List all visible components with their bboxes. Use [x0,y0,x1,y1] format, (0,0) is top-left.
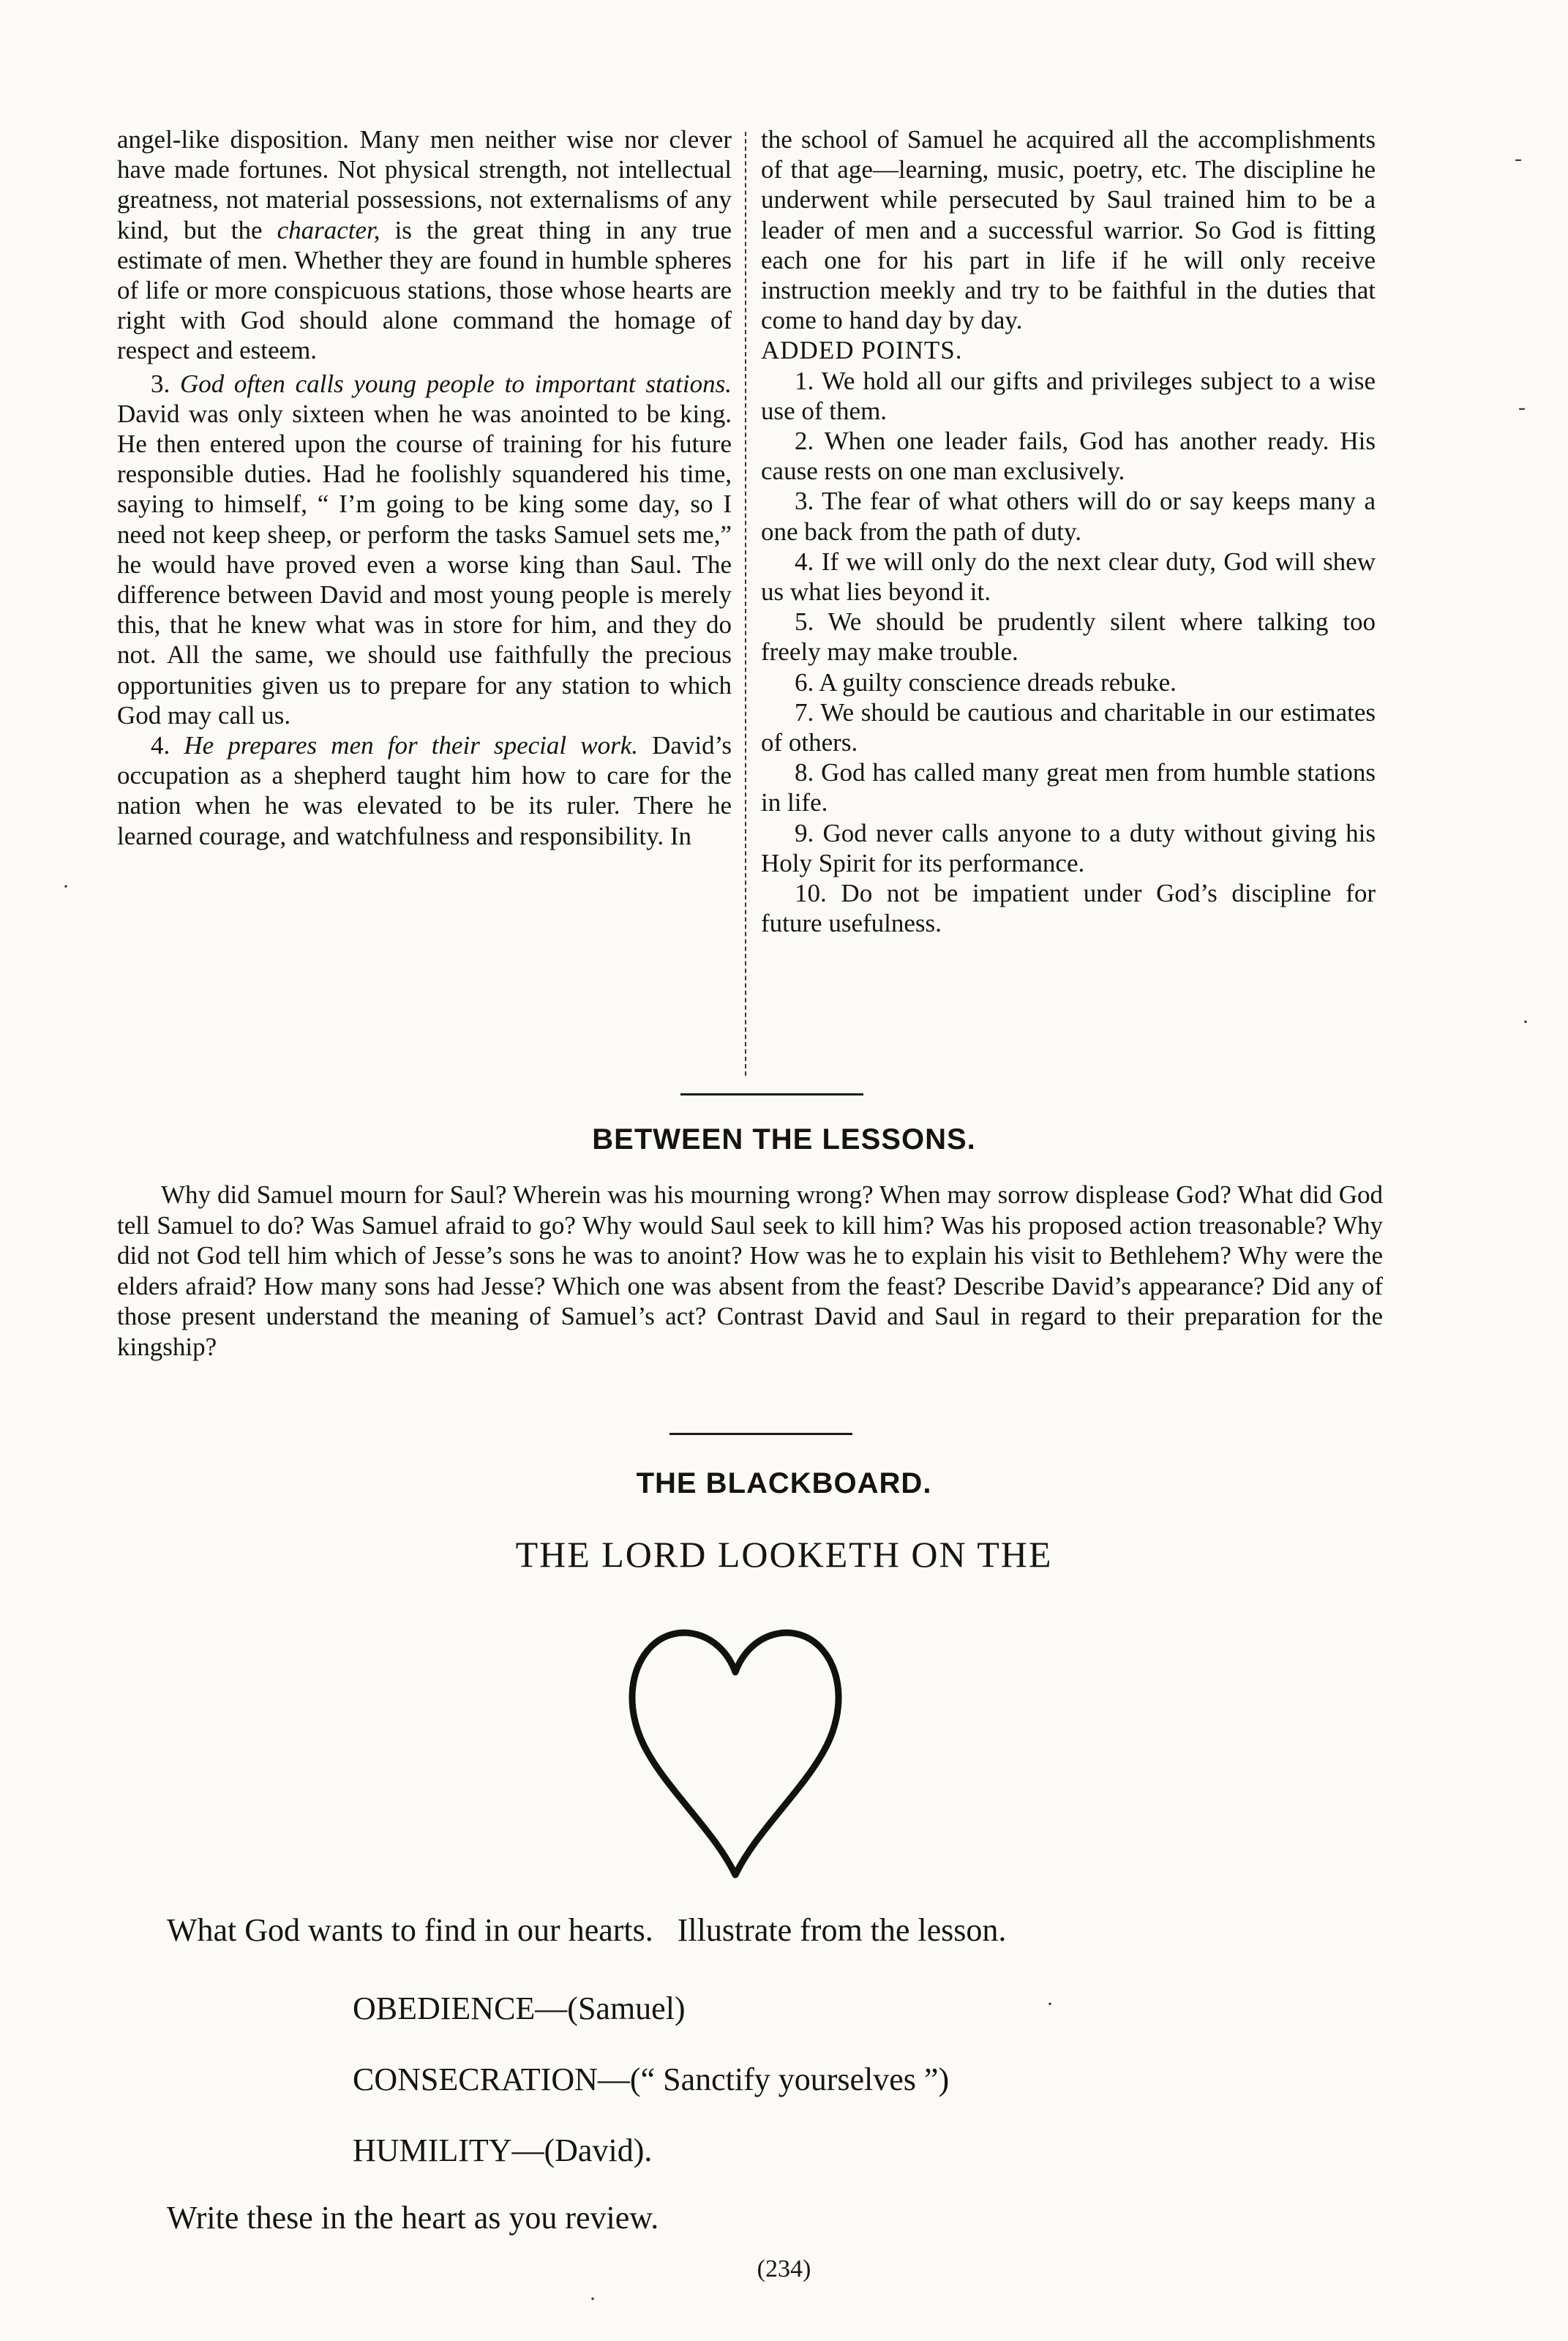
scan-speck: · [62,874,70,899]
left-p3-text: David’s occupation as a shepherd taught him how to care for the nation when he was elevated to be its ruler. There he learned courage, and watchfulness and responsibility. In [117,731,732,850]
left-p2-text: David was only sixteen when he was anointed to be king. He then entered upon the course of training for his future responsible duties. Had he foolishly squandered his time, saying to himself, “ I’m going to be king some day, so I need not keep sheep, or perform the tasks Samuel sets me,” he would have proved even a worse king than Saul. The difference between David and most young people is merely this, that he knew what was in store for him, and they do not. All the same, we should use faithfully the precious opportunities given us to prepare for any station to which God may call us. [117,399,732,730]
between-lessons-section [117,1180,1383,1362]
added-point-6: 6. A guilty conscience dreads rebuke. [795,667,1177,697]
left-paragraph-2 [117,369,732,730]
quality-consecration: CONSECRATION—(“ Sanctify yourselves ”) [353,2061,950,2097]
scan-speck: · [1046,1992,1054,2016]
point-number: 3. [151,369,180,398]
added-point-4: 4. If we will only do the next clear duty, God will shew us what lies beyond it. [761,547,1376,607]
heart-outline-icon [626,1617,845,1881]
added-point-10: 10. Do not be impatient under God’s discipline for future usefulness. [761,879,1376,938]
added-point-7: 7. We should be cautious and charitable in our estimates of others. [761,697,1376,757]
scan-speck: - [1515,146,1522,171]
added-points-heading: ADDED POINTS. [761,336,963,365]
section-divider [680,1093,863,1095]
left-p1-rest: is the great thing in any true estimate of men. Whether they are found in humble spheres of life or more conspicuous stations, those whose hearts are right with God should alone command the homage of respect and esteem. [117,215,732,365]
left-column [117,124,732,851]
added-point-2: 2. When one leader fails, God has another ready. His cause rests on one man exclusively. [761,427,1376,486]
added-point-8: 8. God has called many great men from humble stations in life. [761,758,1376,817]
added-point-9: 9. God never calls anyone to a duty without giving his Holy Spirit for its performance. [761,818,1376,877]
scan-speck: - [1518,395,1526,419]
point-number: 4. [151,731,184,760]
left-paragraph-3 [117,730,732,851]
added-point-1: 1. We hold all our gifts and privileges subject to a wise use of them. [761,366,1376,425]
right-column [761,124,1376,938]
left-p1-emphasis: character, [277,215,380,244]
blackboard-caption: What God wants to find in our hearts. Illustrate from the lesson. [167,1912,1007,1948]
blackboard-heading: THE BLACKBOARD. [636,1467,932,1499]
left-paragraph-1 [117,124,732,366]
added-point-3: 3. The fear of what others will do or say keeps many a one back from the path of duty. [761,487,1376,546]
two-column-section [117,124,1383,1083]
column-rule [745,132,746,1076]
left-p2-emphasis: God often calls young people to important stations. [179,369,732,398]
scan-speck: · [589,2287,596,2311]
quality-humility: HUMILITY—(David). [353,2132,653,2168]
between-lessons-heading: BETWEEN THE LESSONS. [592,1123,976,1155]
review-instruction: Write these in the heart as you review. [167,2200,659,2236]
scan-speck: · [1522,1010,1529,1034]
added-point-5: 5. We should be prudently silent where talking too freely may make trouble. [761,607,1376,667]
left-p1-text: angel-like disposition. Many men neither wise nor clever have made fortunes. Not physical strength, not intellectual greatness, not material possessions, not externalisms of any kind, but the [117,125,732,244]
section-divider [669,1433,852,1435]
blackboard-title: THE LORD LOOKETH ON THE [515,1534,1053,1575]
between-lessons-questions: Why did Samuel mourn for Saul? Wherein was his mourning wrong? When may sorrow displease God? What did God tell Samuel to do? Was Samuel afraid to go? Why would Saul seek to kill him? Was his proposed action treasonable? Why did not God tell him which of Jesse’s sons he was to anoint? How was he to explain his visit to Bethlehem? Why were the elders afraid? How many sons had Jesse? Which one was absent from the feast? Describe David’s appearance? Did any of those present understand the meaning of Samuel’s act? Contrast David and Saul in regard to their preparation for the kingship? [117,1180,1383,1361]
right-paragraph-1: the school of Samuel he acquired all the accomplishments of that age—learning, music, poetry, etc. The discipline he underwent while persecuted by Saul trained him to be a leader of men and a successful warrior. So God is fitting each one for his part in life if he will only receive instruction meekly and try to be faithful in the duties that come to hand day by day. [761,125,1376,335]
quality-obedience: OBEDIENCE—(Samuel) [353,1990,686,2026]
heart-qualities-list [353,1987,949,2200]
left-p3-emphasis: He prepares men for their special work. [184,731,638,760]
page-number: (234) [757,2255,811,2282]
